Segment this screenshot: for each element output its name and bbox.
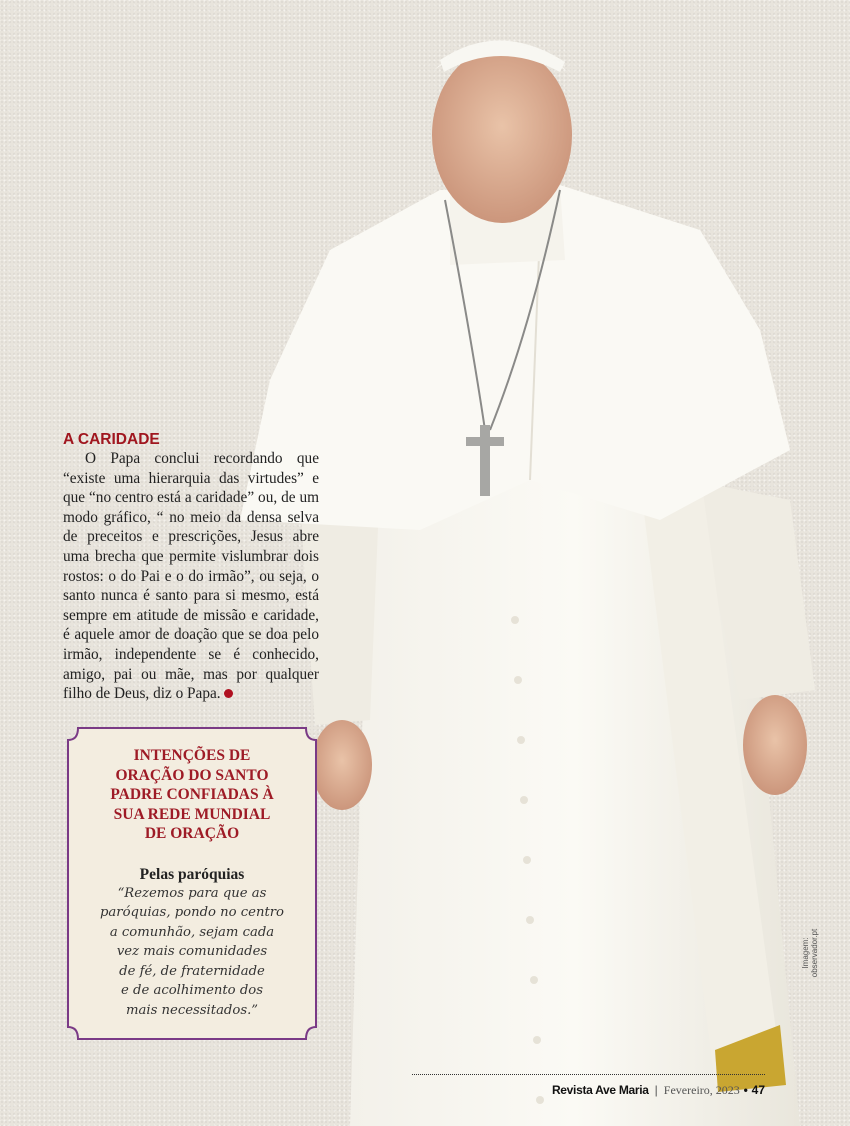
- page-number: 47: [751, 1083, 765, 1097]
- body-line: santo nunca é santo para si mesmo, está: [63, 587, 319, 605]
- body-line: O Papa conclui recordando que: [85, 450, 319, 467]
- quote-line: de fé, de fraternidade: [119, 963, 265, 979]
- quote-line: paróquias, pondo no centro: [99, 905, 284, 921]
- quote-line: vez mais comunidades: [116, 944, 268, 960]
- quote-line: mais necessitados.”: [125, 1003, 259, 1019]
- body-line: amigo, pai ou mãe, mas por qualquer: [63, 665, 319, 683]
- body-line-last: [63, 684, 319, 704]
- section-heading: A CARIDADE: [63, 431, 160, 448]
- article-caridade: [63, 430, 319, 704]
- magazine-name: Revista Ave Maria: [551, 1083, 649, 1097]
- box-title-line: ORAÇÃO DO SANTO: [115, 766, 269, 784]
- body-line: sempre em atitude de missão e caridade,: [63, 606, 319, 624]
- body-line: rostos: o do Pai e o do irmão”, ou seja, o: [63, 567, 319, 585]
- box-title-line: INTENÇÕES DE: [133, 747, 251, 764]
- footer-separator: |: [654, 1083, 658, 1097]
- footer-divider: [412, 1074, 765, 1075]
- issue-date: Fevereiro, 2023: [663, 1083, 740, 1097]
- body-line: “existe uma hierarquia das virtudes” e: [63, 469, 319, 487]
- body-line: uma brecha que permite vislumbrar dois: [63, 547, 319, 565]
- box-subtitle: Pelas paróquias: [139, 865, 245, 883]
- quote-line: a comunhão, sejam cada: [109, 924, 275, 940]
- box-title-line: DE ORAÇÃO: [144, 825, 240, 842]
- box-title-line: SUA REDE MUNDIAL: [113, 805, 271, 823]
- end-mark-icon: [224, 689, 233, 698]
- quote-line: e de acolhimento dos: [121, 983, 263, 999]
- body-line: modo gráfico, “ no meio da densa selva: [63, 508, 319, 526]
- quote-line: “Rezemos para que as: [117, 885, 267, 901]
- photo-credit: Imagem: observador.pt: [801, 928, 819, 978]
- body-line: é aquele amor de doação que se doa pelo: [63, 626, 319, 644]
- box-title-line: PADRE CONFIADAS À: [110, 786, 274, 803]
- body-line: irmão, independente se é conhecido,: [63, 645, 319, 663]
- body-line: que “no centro está a caridade” ou, de um: [63, 489, 319, 507]
- body-line: de preceitos e prescrições, Jesus abre: [63, 528, 319, 546]
- prayer-intentions-box: [66, 726, 318, 1041]
- body-line-text: filho de Deus, diz o Papa.: [63, 685, 221, 703]
- footer-bullet: •: [743, 1083, 748, 1097]
- page-footer: [552, 1083, 765, 1098]
